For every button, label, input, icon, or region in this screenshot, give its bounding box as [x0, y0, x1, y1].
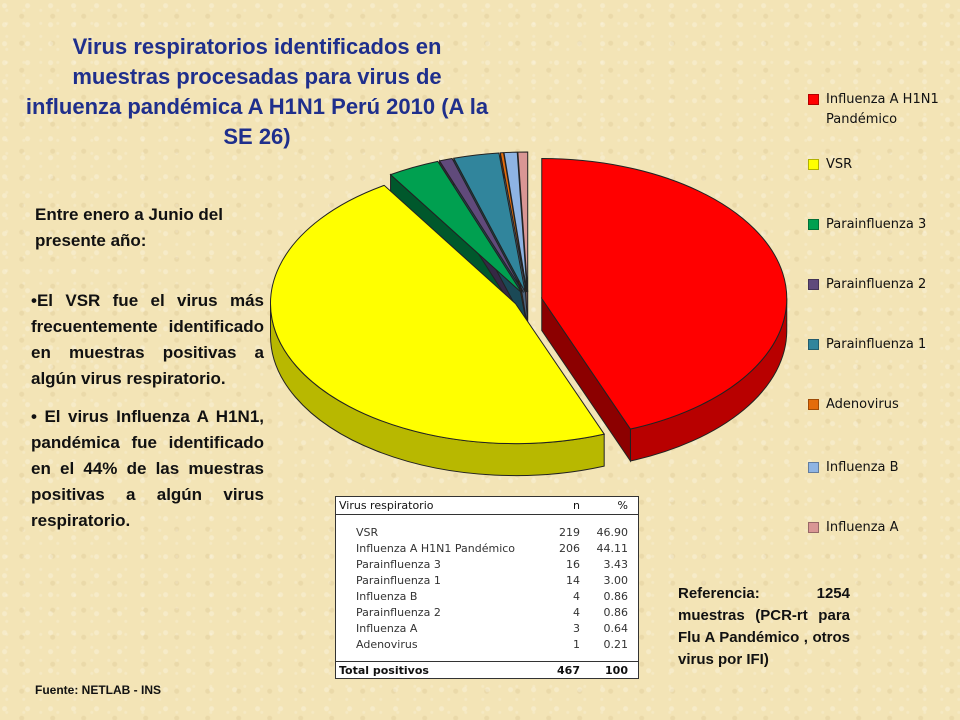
- legend-label: Influenza A H1N1 Pandémico: [826, 92, 939, 127]
- legend-swatch: [808, 462, 819, 473]
- legend-label: VSR: [826, 157, 853, 172]
- legend-swatch: [808, 339, 819, 350]
- table-row: [336, 604, 638, 620]
- row-pct: 0.86: [603, 605, 628, 619]
- table-row: [336, 556, 638, 572]
- row-n: 219: [559, 525, 580, 539]
- reference-note: Referencia: 1254 muestras (PCR-rt para Flu A Pandémico , otros virus por IFI): [678, 585, 850, 668]
- header-pct: %: [617, 499, 628, 512]
- legend-item: [808, 458, 954, 478]
- table-row: [336, 620, 638, 636]
- legend-swatch: [808, 522, 819, 533]
- row-pct: 3.43: [603, 557, 628, 571]
- row-n: 16: [566, 557, 580, 571]
- row-pct: 46.90: [596, 525, 628, 539]
- bullet-vsr: •El VSR fue el virus más frecuentemente identificado en muestras positivas a algún virus respiratorio.: [31, 291, 264, 388]
- row-pct: 3.00: [603, 573, 628, 587]
- legend-item: [808, 518, 954, 538]
- row-n: 14: [566, 573, 580, 587]
- legend-item: [808, 155, 954, 175]
- header-n: n: [573, 499, 580, 512]
- row-n: 3: [573, 621, 580, 635]
- row-virus: Parainfluenza 1: [356, 573, 441, 587]
- row-pct: 0.64: [603, 621, 628, 635]
- row-n: 206: [559, 541, 580, 555]
- total-n: 467: [557, 663, 580, 677]
- legend-swatch: [808, 159, 819, 170]
- row-virus: Influenza A: [356, 621, 418, 635]
- row-n: 4: [573, 589, 580, 603]
- legend-label: Adenovirus: [826, 397, 899, 412]
- total-pct: 100: [605, 663, 628, 677]
- table-row: [336, 524, 638, 540]
- legend-label: Parainfluenza 3: [826, 217, 927, 232]
- legend-label: Influenza A: [826, 520, 899, 535]
- legend-item: [808, 215, 954, 235]
- table-total-row: [336, 661, 638, 678]
- table-row: [336, 540, 638, 556]
- row-virus: Parainfluenza 3: [356, 557, 441, 571]
- row-n: 1: [573, 637, 580, 651]
- table-row: [336, 588, 638, 604]
- slide-title: Virus respiratorios identificados en muestras procesadas para virus de influenza pandémica A H1N1 Perú 2010 (A la SE 26): [25, 34, 489, 149]
- virus-table: [335, 496, 639, 679]
- legend-swatch: [808, 219, 819, 230]
- legend-item: [808, 395, 954, 415]
- table-row: [336, 636, 638, 652]
- row-virus: Influenza A H1N1 Pandémico: [356, 541, 516, 555]
- legend-label: Parainfluenza 1: [826, 337, 927, 352]
- legend-item: [808, 90, 954, 130]
- table-header: [336, 497, 638, 515]
- bullet-h1n1: • El virus Influenza A H1N1, pandémica fue identificado en el 44% de las muestras positivas a algún virus respiratorio.: [31, 407, 264, 530]
- table-row: [336, 572, 638, 588]
- row-virus: Parainfluenza 2: [356, 605, 441, 619]
- legend-label: Parainfluenza 2: [826, 277, 927, 292]
- row-pct: 0.86: [603, 589, 628, 603]
- legend-label: Influenza B: [826, 460, 899, 475]
- row-pct: 0.21: [603, 637, 628, 651]
- legend-item: [808, 335, 954, 355]
- source-note: Fuente: NETLAB - INS: [35, 683, 161, 697]
- row-virus: Influenza B: [356, 589, 418, 603]
- legend-swatch: [808, 279, 819, 290]
- intro-text: Entre enero a Junio del presente año:: [35, 205, 223, 250]
- row-n: 4: [573, 605, 580, 619]
- row-pct: 44.11: [596, 541, 628, 555]
- row-virus: VSR: [356, 525, 379, 539]
- legend-item: [808, 275, 954, 295]
- header-virus: Virus respiratorio: [339, 499, 434, 512]
- row-virus: Adenovirus: [356, 637, 418, 651]
- legend-swatch: [808, 399, 819, 410]
- total-label: Total positivos: [339, 663, 429, 677]
- legend-swatch: [808, 94, 819, 105]
